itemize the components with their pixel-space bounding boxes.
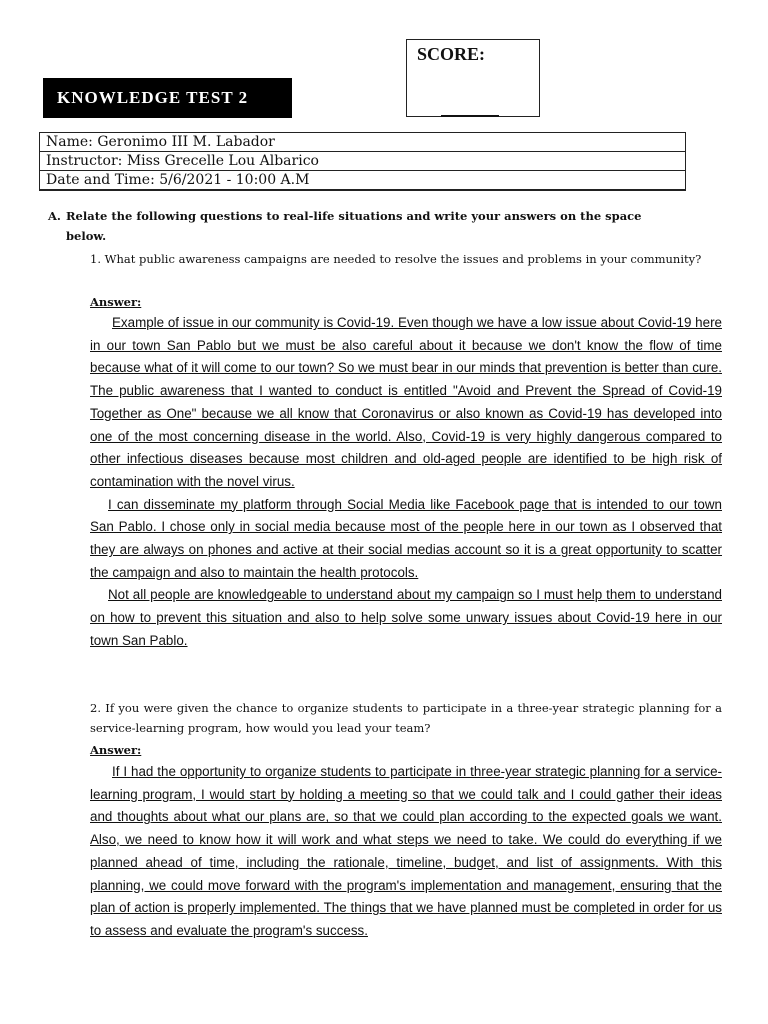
answer-2	[90, 761, 722, 943]
score-box	[406, 39, 540, 117]
answer-1	[90, 312, 722, 653]
answer-1-paragraph-1: Example of issue in our community is Covid-19. Even though we have a low issue about Covid-19 here in our town San Pablo but we must be also careful about it because we don't know the flow of time because what of it will come to our town? So we must bear in our minds that prevention is better than cure. The public awareness that I wanted to conduct is entitled "Avoid and Prevent the Spread of Covid-19 Together as One" because we all know that Coronavirus or also known as Covid-19 has developed into one of the most concerning disease in the world. Also, Covid-19 is very highly dangerous compared to other infectious diseases because most children and old-aged people are identified to be high risk of contamination with the novel virus.	[90, 315, 722, 489]
test-title: KNOWLEDGE TEST 2	[43, 78, 292, 118]
answer-2-paragraph-1: If I had the opportunity to organize students to participate in three-year strategic planning for a service-learning program, I would start by holding a meeting so that we could talk and I could gather their ideas and thoughts about what our plans are, so that we could plan according to the expected goals we want. Also, we need to know how it will work and what steps we need to take. We could do everything if we planned ahead of time, including the rationale, timeline, budget, and list of assignments. With this planning, we could move forward with the program's implementation and management, ensuring that the plan of action is properly implemented. The things that we have planned must be completed in order for us to assess and evaluate the program's success.	[90, 764, 722, 938]
instruction-line-2: below.	[66, 229, 107, 243]
student-info-table	[39, 132, 686, 191]
answer-label-2: Answer:	[90, 743, 142, 757]
section-letter: A.	[48, 209, 61, 223]
date-time: Date and Time: 5/6/2021 - 10:00 A.M	[40, 171, 686, 191]
table-row	[40, 133, 686, 152]
question-1: 1. What public awareness campaigns are needed to resolve the issues and problems in your community?	[90, 252, 702, 266]
question-2: 2. If you were given the chance to organize students to participate in a three-year strategic planning for a service-learning program, how would you lead your team?	[90, 701, 722, 735]
instruction-line-1: Relate the following questions to real-life situations and write your answers on the space	[66, 209, 642, 223]
table-row	[40, 171, 686, 191]
instructor-name: Instructor: Miss Grecelle Lou Albarico	[40, 152, 686, 171]
table-row	[40, 152, 686, 171]
score-underline	[441, 115, 499, 117]
student-name: Name: Geronimo III M. Labador	[40, 133, 686, 152]
answer-1-paragraph-3: Not all people are knowledgeable to understand about my campaign so I must help them to understand on how to prevent this situation and also to help solve some unwary issues about Covid-19 here in our town San Pablo.	[90, 587, 722, 648]
section-instruction	[48, 206, 724, 246]
answer-label-1: Answer:	[90, 295, 142, 309]
answer-1-paragraph-2: I can disseminate my platform through Social Media like Facebook page that is intended to our town San Pablo. I chose only in social media because most of the people here in our town as I observed that they are always on phones and active at their social medias account so it is a great opportunity to scatter the campaign and also to maintain the health protocols.	[90, 496, 722, 580]
score-label: SCORE:	[417, 44, 486, 64]
